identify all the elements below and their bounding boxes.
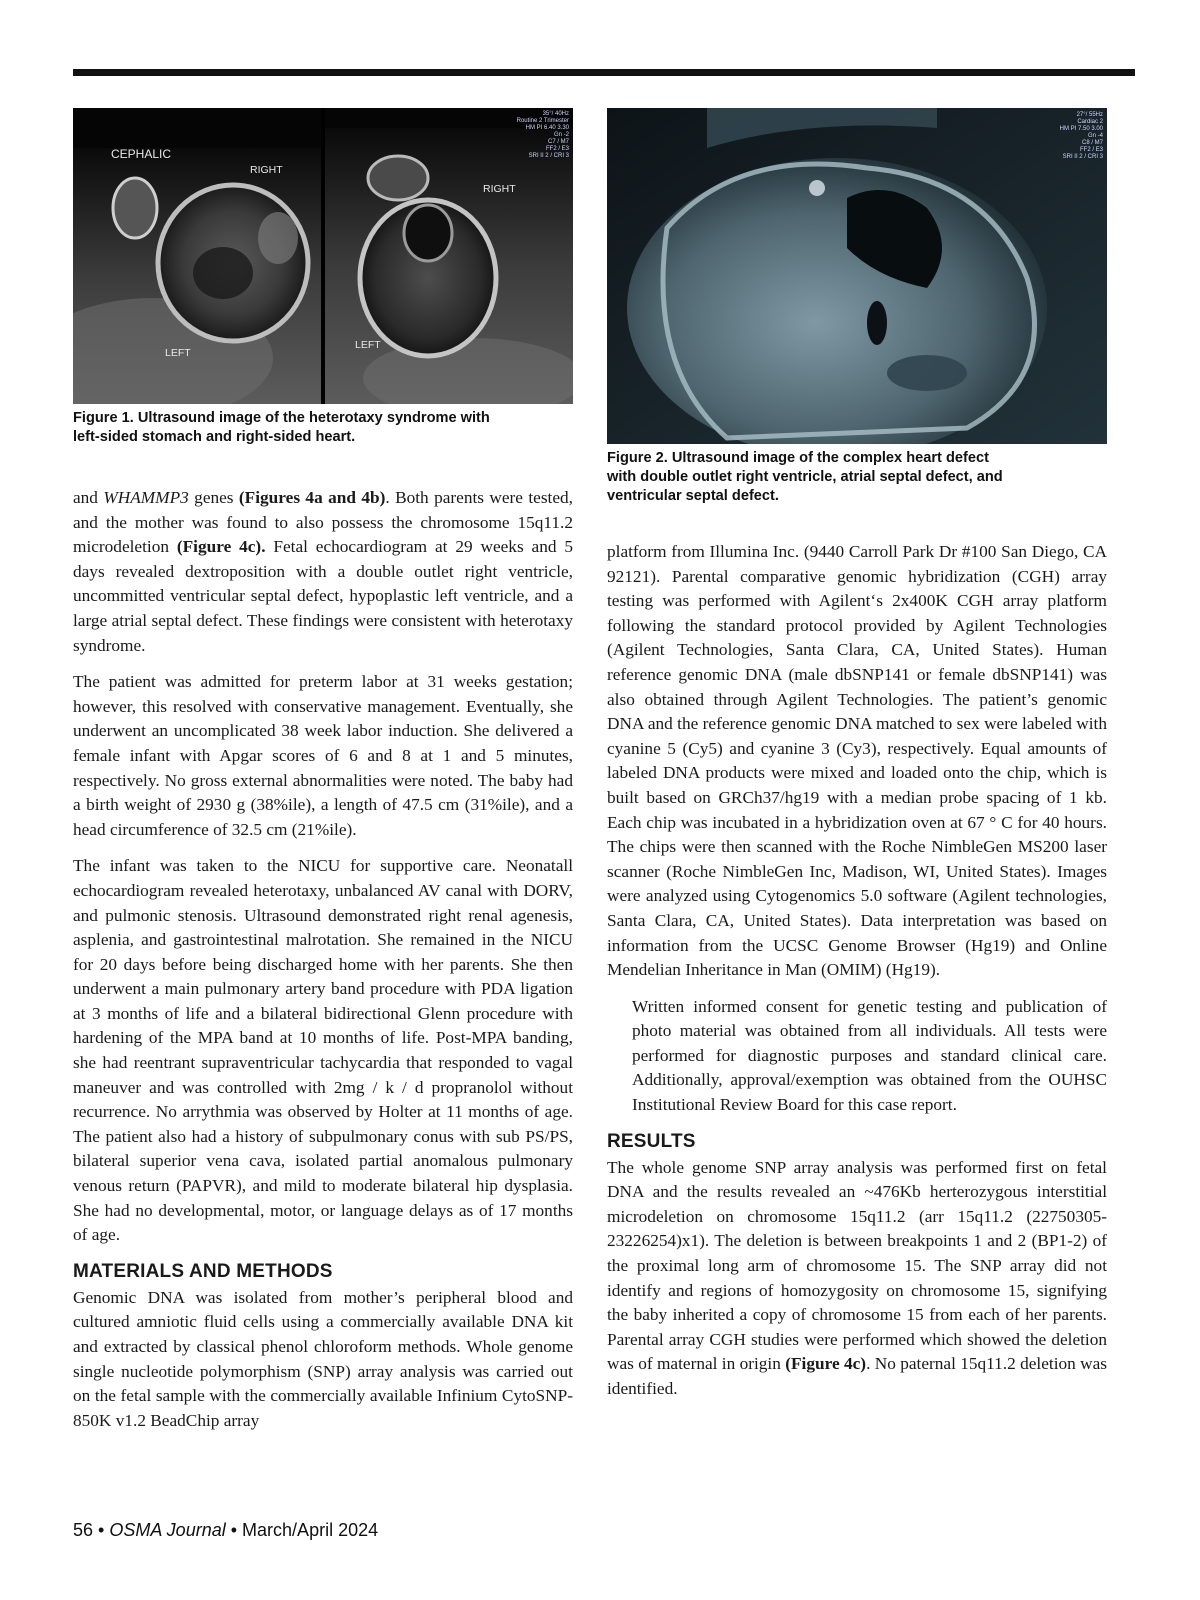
left-paragraph-4: Genomic DNA was isolated from mother’s peripheral blood and cultured amniotic fluid cells using a commercially available DNA kit and extracted by classical phenol chloroform methods. Whole genome single nucleotide polymorphism (SNP) array analysis was carried out on the fetal sample with the commercially available Infinium CytoSNP-850K v1.2 BeadChip array	[73, 1287, 573, 1430]
svg-text:C8 / M7: C8 / M7	[1081, 140, 1103, 146]
left-paragraph-3: The infant was taken to the NICU for supportive care. Neonatall echocardiogram revealed heterotaxy, unbalanced AV canal with DORV, and pulmonic stenosis. Ultrasound demonstrated right renal agenesis, asplenia, and gastrointestinal malrotation. She remained in the NICU for 20 days before being discharged home with her parents. She then underwent a main pulmonary artery band procedure with PDA ligation at 3 months of life and a bilateral bidirectional Glenn procedure with hardening of the MPA band at 10 months of life. Post-MPA banding, she had reentrant supraventricular tachycardia that responded to vagal maneuver and was controlled with 2mg / k / d propranolol without recurrence. No arrythmia was observed by Holter at 11 months of age. The patient also had a history of subpulmonary conus with sub PS/PS, bilateral superior vena cava, isolated partial anomalous pulmonary venous return (PAPVR), and mild to moderate bilateral hip dysplasia. She had no developmental, motor, or language delays as of 17 months of age.	[73, 856, 573, 1245]
figure-1-image	[73, 108, 573, 404]
svg-text:Cardiac 2: Cardiac 2	[1077, 119, 1103, 125]
right-paragraph-2: Written informed consent for genetic testing and publication of photo material was obtained from all individuals. All tests were performed for diagnostic purposes and standard clinical care. Additionally, approval/exemption was obtained from the OUHSC Institutional Review Board for this case report.	[632, 996, 1107, 1115]
svg-text:35°/ 40Hz: 35°/ 40Hz	[542, 111, 569, 117]
svg-text:Gn -4: Gn -4	[1087, 133, 1103, 139]
label-cephalic: CEPHALIC	[111, 147, 172, 161]
left-paragraph-1: and WHAMMP3 genes (Figures 4a and 4b). Both parents were tested, and the mother was found to also possess the chromosome 15q11.2 microdeletion (Figure 4c). Fetal echocardiogram at 29 weeks and 5 days revealed dextroposition with a double outlet right ventricle, uncommitted ventricular septal defect, hypoplastic left ventricle, and a large atrial septal defect. These findings were consistent with heterotaxy syndrome.	[73, 488, 574, 655]
page-footer: 56 • OSMA Journal • March/April 2024	[73, 1520, 379, 1540]
figure-ref-4c: (Figure 4c).	[176, 537, 266, 557]
figure-2-caption: Figure 2. Ultrasound image of the complex heart defect with double outlet right ventricle, atrial septal defect, and ventricular septal defect.	[607, 450, 1003, 504]
results-heading: RESULTS	[607, 1130, 696, 1152]
figure-ref-4a-4b: (Figures 4a and 4b)	[238, 488, 386, 507]
svg-text:Routine 2 Trimester: Routine 2 Trimester	[516, 118, 569, 124]
materials-methods-heading: MATERIALS AND METHODS	[73, 1260, 333, 1282]
svg-text:FF2 / E3: FF2 / E3	[545, 146, 569, 152]
svg-text:SRI II 2 / CRI 3: SRI II 2 / CRI 3	[528, 153, 569, 159]
figure-2-image	[607, 108, 1107, 444]
figure-ref-4c-results: (Figure 4c)	[785, 1354, 867, 1374]
right-paragraph-3: The whole genome SNP array analysis was performed first on fetal DNA and the results revealed an ~476Kb herterozygous interstitial microdeletion on chromosome 15q11.2 (arr 15q11.2 (22750305-23226254)x1). The deletion is between breakpoints 1 and 2 (BP1-2) of the proximal long arm of chromosome 15. The SNP array did not identify and regions of homozygosity on chromosome 15, signifying the baby inherited a copy of chromosome 15 from each of her parents. Parental array CGH studies were performed which showed the deletion was of maternal in origin (Figure 4c). No paternal 15q11.2 deletion was identified.	[607, 1157, 1108, 1398]
top-rule	[73, 69, 1135, 76]
label-right-a: RIGHT	[250, 164, 283, 176]
figure-1-caption: Figure 1. Ultrasound image of the heterotaxy syndrome with left-sided stomach and right-sided heart.	[73, 410, 490, 445]
left-paragraph-2: The patient was admitted for preterm labor at 31 weeks gestation; however, this resolved with conservative management. Eventually, she underwent an uncomplicated 38 week labor induction. She delivered a female infant with Apgar scores of 6 and 8 at 1 and 5 minutes, respectively. No gross external abnormalities were noted. The baby had a birth weight of 2930 g (38%ile), a length of 47.5 cm (31%ile), and a head circumference of 32.5 cm (21%ile).	[73, 672, 573, 839]
label-right-b: RIGHT	[483, 183, 516, 195]
left-column	[73, 486, 573, 1445]
right-paragraph-1: platform from Illumina Inc. (9440 Carroll Park Dr #100 San Diego, CA 92121). Parental comparative genomic hybridization (CGH) array testing was performed with Agilent‘s 2x400K CGH array platform following the standard protocol provided by Agilent Technologies (Agilent Technologies, Santa Clara, CA, United States). Human reference genomic DNA (male dbSNP141 or female dbSNP141) was also obtained through Agilent Technologies. The patient’s genomic DNA and the reference genomic DNA matched to sex were labeled with cyanine 5 (Cy5) and cyanine 3 (Cy3), respectively. Equal amounts of labeled DNA products were mixed and loaded onto the chip, which is built based on GRCh37/hg19 with a median probe spacing of 1 kb. Each chip was incubated in a hybridization oven at 67 ° C for 40 hours. The chips were then scanned with the Roche NimbleGen MS200 laser scanner (Roche NimbleGen Inc, Madison, WI, United States). Images were analyzed using Cytogenomics 5.0 software (Agilent technologies, Santa Clara, CA, United States). Data interpretation was based on information from the UCSC Genome Browser (Hg19) and Online Mendelian Inheritance in Man (OMIM) (Hg19).	[607, 542, 1107, 980]
page-number: 56	[73, 1520, 94, 1540]
svg-text:HM PI 7.50 3.00: HM PI 7.50 3.00	[1059, 126, 1103, 132]
journal-name: OSMA Journal	[109, 1520, 226, 1540]
svg-text:FF2 / E3: FF2 / E3	[1079, 147, 1103, 153]
issue-date: March/April 2024	[242, 1520, 379, 1540]
svg-text:SRI II 2 / CRI 3: SRI II 2 / CRI 3	[1062, 154, 1103, 160]
right-column	[607, 540, 1107, 1414]
gene-name: WHAMMP3	[103, 488, 189, 507]
label-left-a: LEFT	[165, 347, 191, 359]
svg-text:C7 / M7: C7 / M7	[547, 139, 569, 145]
label-left-b: LEFT	[355, 339, 381, 351]
svg-text:HM PI 6.40 3.30: HM PI 6.40 3.30	[525, 125, 569, 131]
svg-text:Gn -2: Gn -2	[553, 132, 569, 138]
svg-text:27°/ 55Hz: 27°/ 55Hz	[1076, 112, 1103, 118]
